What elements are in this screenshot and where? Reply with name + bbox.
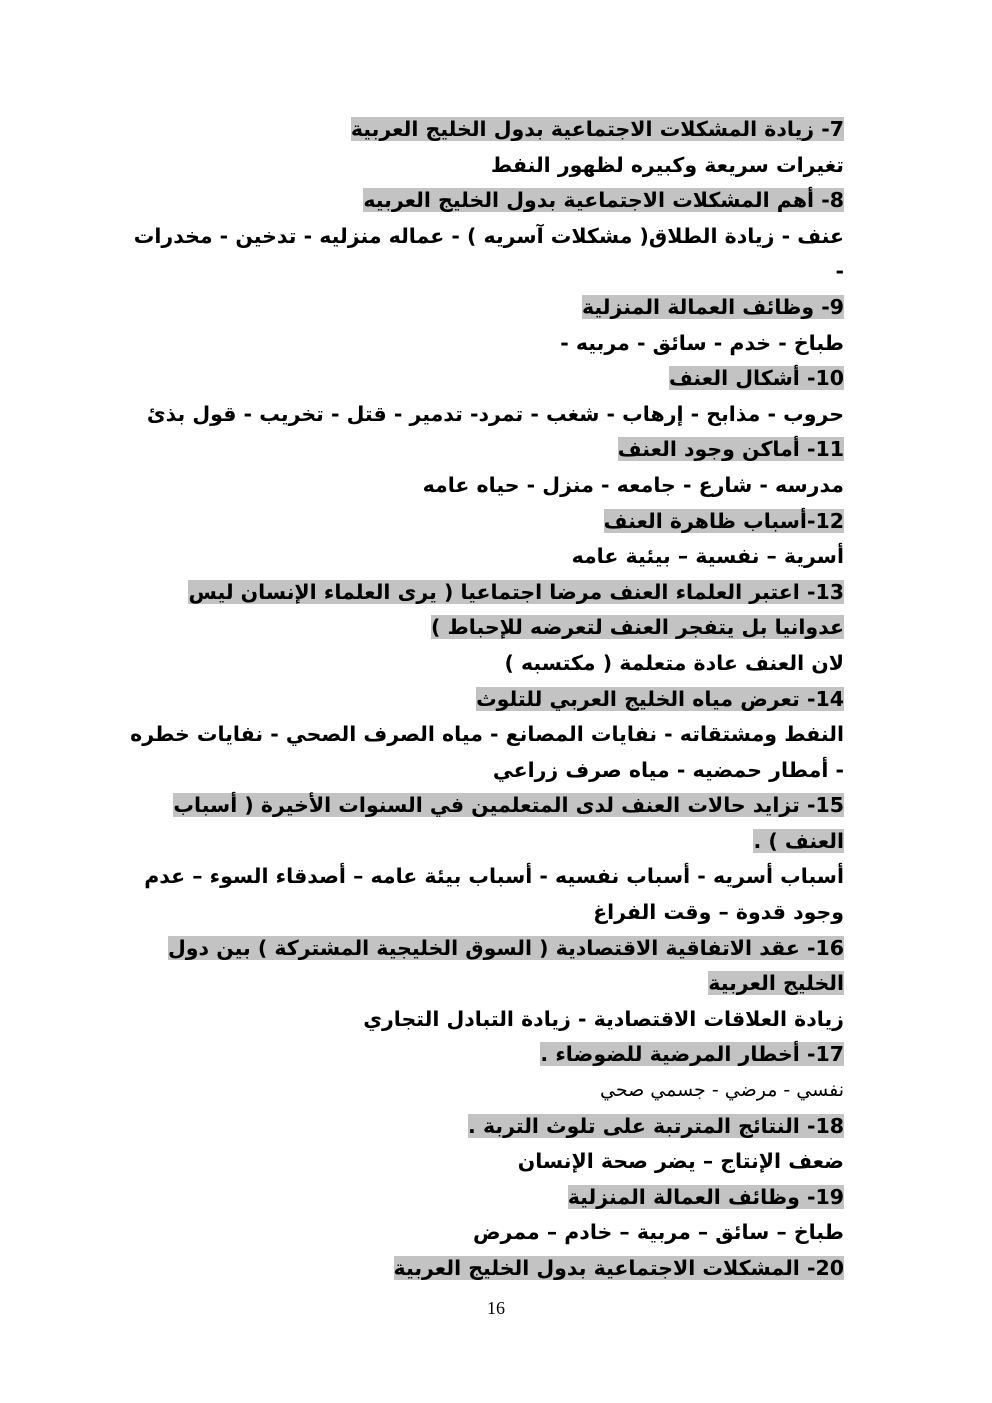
page-number: 16 (487, 1298, 505, 1318)
answer-14: النفط ومشتقاته - نفايات المصانع - مياه الصرف الصحي - نفايات خطره - أمطار حمضيه - مياه صرف زراعي (130, 722, 844, 782)
question-11: 11- أماكن وجود العنف (617, 437, 844, 462)
question-17: 17- أخطار المرضية للضوضاء . (540, 1042, 844, 1067)
qa-list (124, 112, 844, 1287)
answer-11: مدرسه - شارع - جامعه - منزل - حياه عامه (422, 472, 844, 497)
question-12: 12-أسباب ظاهرة العنف (603, 508, 844, 533)
answer-16: زيادة العلاقات الاقتصادية - زيادة التبادل التجاري (363, 1006, 844, 1031)
question-10: 10- أشكال العنف (669, 366, 844, 391)
question-19: 19- وظائف العمالة المنزلية (567, 1184, 844, 1209)
answer-9: طباخ - خدم - سائق - مربيه - (560, 330, 844, 355)
answer-10: حروب - مذابح - إرهاب - شغب - تمرد- تدمير - قتل - تخريب - قول بذئ (146, 401, 844, 426)
question-18: 18- النتائج المترتبة على تلوث التربة . (468, 1113, 844, 1138)
question-8: 8- أهم المشكلات الاجتماعية بدول الخليج العربيه (363, 188, 844, 213)
answer-13: لان العنف عادة متعلمة ( مكتسبه ) (504, 650, 844, 675)
question-20: 20- المشكلات الاجتماعية بدول الخليج العربية (393, 1256, 844, 1280)
answer-15: أسباب أسريه - أسباب نفسيه - أسباب بيئة عامه – أصدقاء السوء – عدم وجود قدوة – وقت الفراغ (144, 864, 844, 925)
question-15: 15- تزايد حالات العنف لدى المتعلمين في السنوات الأخيرة ( أسباب العنف ) . (173, 793, 844, 853)
question-16: 16- عقد الاتفاقية الاقتصادية ( السوق الخليجية المشتركة ) بين دول الخليج العربية (168, 935, 844, 996)
answer-7: تغيرات سريعة وكبيره لظهور النفط (490, 152, 844, 177)
question-13: 13- اعتبر العلماء العنف مرضا اجتماعيا ( يرى العلماء الإنسان ليس عدوانيا بل يتفجر العنف لتعرضه للإحباط ) (188, 579, 844, 640)
question-14: 14- تعرض مياه الخليج العربي للتلوث (476, 686, 844, 711)
answer-18: ضعف الإنتاج – يضر صحة الإنسان (517, 1149, 844, 1174)
question-7: 7- زيادة المشكلات الاجتماعية بدول الخليج العربية (350, 117, 844, 141)
answer-8-continued: - (835, 259, 844, 284)
answer-19: طباخ – سائق – مربية – خادم – ممرض (472, 1220, 844, 1245)
question-9: 9- وظائف العمالة المنزلية (582, 294, 844, 319)
answer-17: نفسي - مرضي - جسمي صحي (600, 1079, 844, 1102)
answer-12: أسرية – نفسية – بيئية عامه (571, 544, 844, 569)
answer-8: عنف - زيادة الطلاق( مشكلات آسريه ) - عماله منزليه - تدخين - مخدرات (133, 223, 844, 248)
